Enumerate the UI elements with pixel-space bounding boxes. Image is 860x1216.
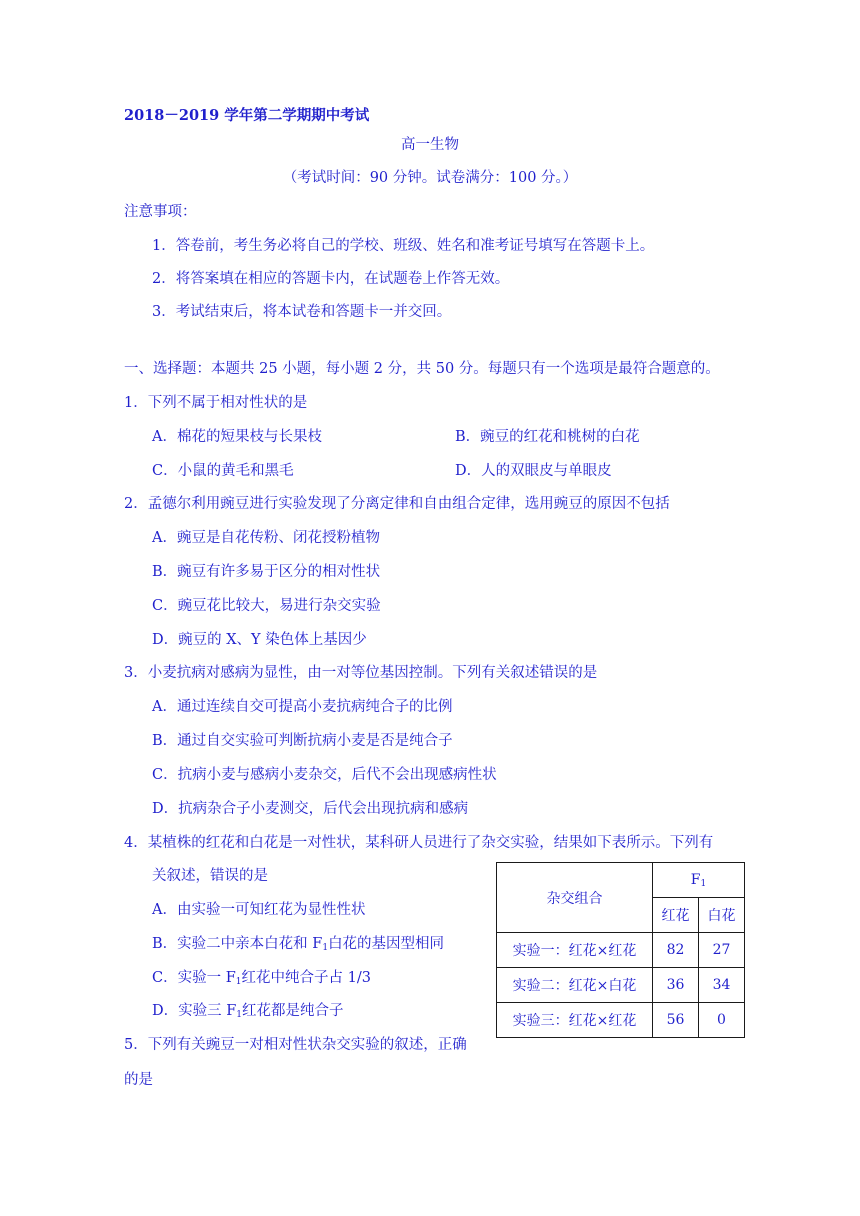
- cross-results-table: [496, 862, 745, 1038]
- table-header-f1: $F_1$: [653, 863, 745, 898]
- table-cell-white: 27: [699, 933, 745, 968]
- table-cell-red: 36: [653, 968, 699, 1003]
- table-row: [497, 1003, 745, 1038]
- table-header-cross: 杂交组合: [497, 863, 653, 933]
- notice-item: 2．将答案填在相应的答题卡内，在试题卷上作答无效。: [152, 271, 510, 287]
- option-a: A．通过连续自交可提高小麦抗病纯合子的比例: [152, 699, 453, 715]
- option-d: D．实验三 $F_1$红花都是纯合子: [152, 1003, 344, 1020]
- table-row: [497, 933, 745, 968]
- table-cell-red: 56: [653, 1003, 699, 1038]
- subject-title: 高一生物: [401, 137, 459, 153]
- option-b: B．豌豆的红花和桃树的白花: [455, 429, 640, 445]
- option-b: B．豌豆有许多易于区分的相对性状: [152, 564, 381, 580]
- option-b: B．通过自交实验可判断抗病小麦是否是纯合子: [152, 733, 453, 749]
- option-c: C．抗病小麦与感病小麦杂交，后代不会出现感病性状: [152, 767, 497, 783]
- table-cell-white: 34: [699, 968, 745, 1003]
- exam-title: 2018－2019 学年第二学期期中考试: [124, 107, 370, 124]
- section-heading: 一、选择题：本题共 25 小题，每小题 2 分，共 50 分。每题只有一个选项是最符合题意的。: [124, 361, 720, 377]
- option-b: B．实验二中亲本白花和 $F_1$白花的基因型相同: [152, 936, 445, 953]
- question-stem: 1．下列不属于相对性状的是: [124, 395, 308, 411]
- notice-item: 1．答卷前，考生务必将自己的学校、班级、姓名和准考证号填写在答题卡上。: [152, 238, 655, 254]
- table-cell-white: 0: [699, 1003, 745, 1038]
- table-cell-cross: 实验一：红花×红花: [497, 933, 653, 968]
- option-d: D．抗病杂合子小麦测交，后代会出现抗病和感病: [152, 801, 469, 817]
- table-header-red: 红花: [653, 898, 699, 933]
- option-c: C．小鼠的黄毛和黑毛: [152, 463, 294, 479]
- table-header-white: 白花: [699, 898, 745, 933]
- option-a: A．豌豆是自花传粉、闭花授粉植物: [152, 530, 380, 546]
- option-a: A．棉花的短果枝与长果枝: [152, 429, 322, 445]
- option-a: A．由实验一可知红花为显性性状: [152, 902, 366, 918]
- notice-heading: 注意事项：: [124, 204, 197, 220]
- option-c: C．实验一 $F_1$红花中纯合子占 1/3: [152, 970, 371, 987]
- exam-info: （考试时间：90 分钟。试卷满分：100 分。）: [282, 170, 578, 186]
- table-row: [497, 968, 745, 1003]
- question-stem-continued: 关叙述，错误的是: [152, 868, 268, 884]
- question-stem: 3．小麦抗病对感病为显性，由一对等位基因控制。下列有关叙述错误的是: [124, 665, 598, 681]
- option-c: C．豌豆花比较大，易进行杂交实验: [152, 598, 381, 614]
- question-stem: 4．某植株的红花和白花是一对性状，某科研人员进行了杂交实验，结果如下表所示。下列有: [124, 835, 714, 851]
- option-d: D．豌豆的 X、Y 染色体上基因少: [152, 632, 367, 648]
- question-stem-continued: 的是: [124, 1072, 153, 1088]
- question-stem: 2．孟德尔利用豌豆进行实验发现了分离定律和自由组合定律，选用豌豆的原因不包括: [124, 496, 670, 512]
- table-cell-cross: 实验三：红花×红花: [497, 1003, 653, 1038]
- table-cell-cross: 实验二：红花×白花: [497, 968, 653, 1003]
- question-stem: 5．下列有关豌豆一对相对性状杂交实验的叙述，正确: [124, 1037, 467, 1053]
- notice-item: 3．考试结束后，将本试卷和答题卡一并交回。: [152, 304, 452, 320]
- option-d: D．人的双眼皮与单眼皮: [455, 463, 612, 479]
- table-cell-red: 82: [653, 933, 699, 968]
